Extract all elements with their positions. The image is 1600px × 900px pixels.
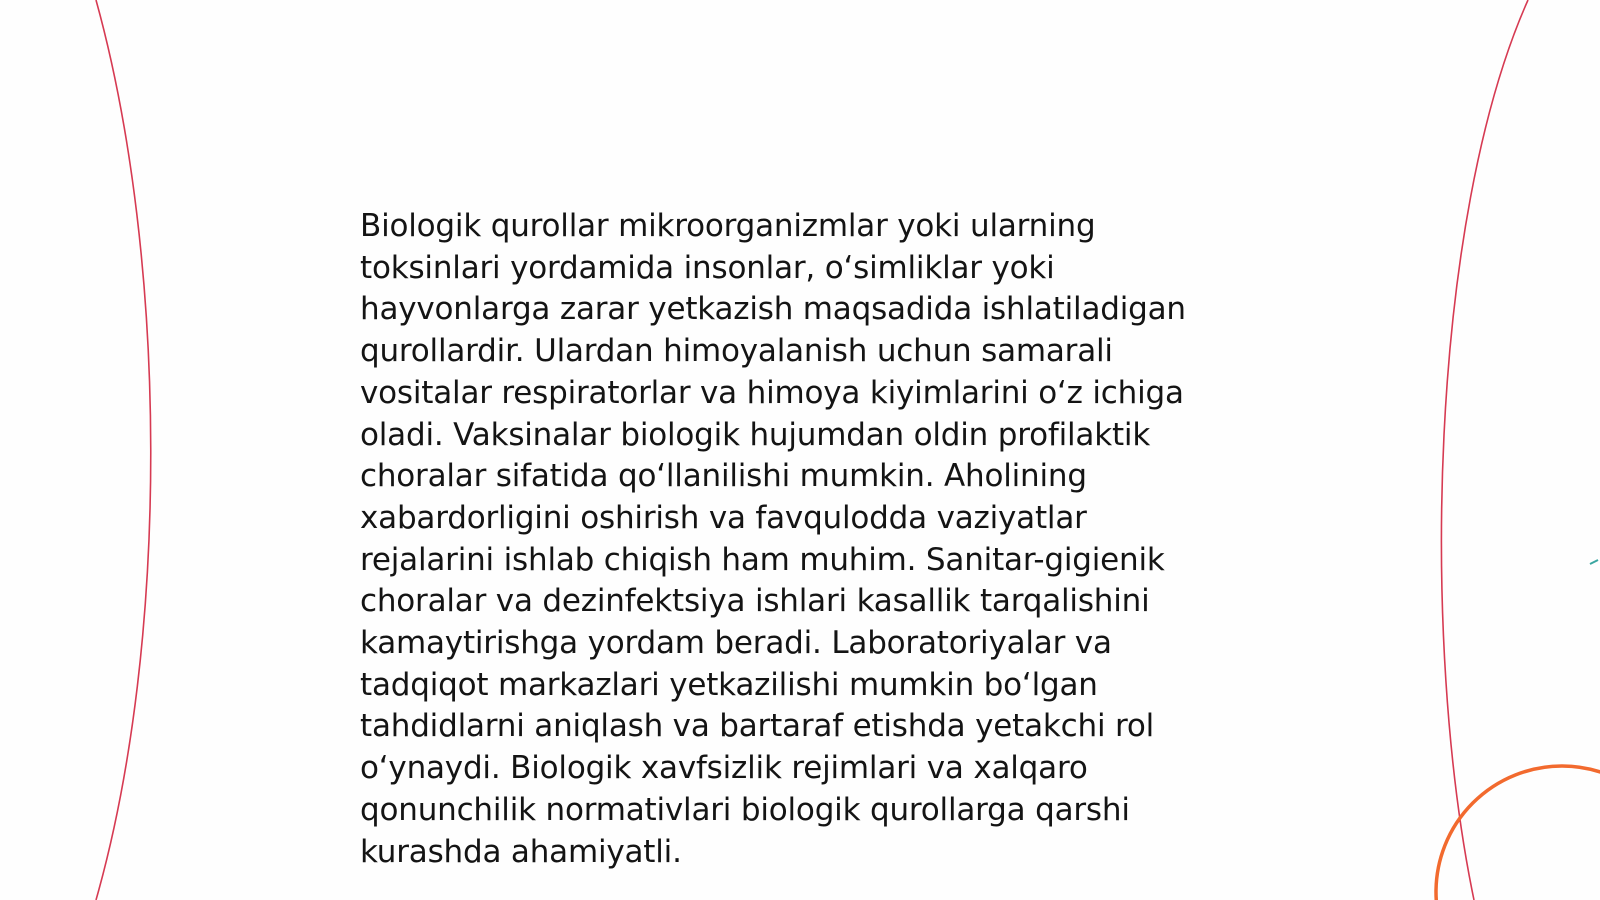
right-arc-decoration <box>1441 0 1528 900</box>
body-line: choralar va dezinfektsiya ishlari kasallik tarqalishini <box>360 583 1150 620</box>
body-line: oladi. Vaksinalar biologik hujumdan oldin profilaktik <box>360 416 1151 453</box>
body-line: toksinlari yordamida insonlar, o‘simliklar yoki <box>360 249 1055 286</box>
left-arc-decoration <box>96 0 151 900</box>
body-line: hayvonlarga zarar yetkazish maqsadida ishlatiladigan <box>360 291 1186 328</box>
body-line: o‘ynaydi. Biologik xavfsizlik rejimlari va xalqaro <box>360 750 1088 787</box>
body-line: qonunchilik normativlari biologik qurollarga qarshi <box>360 791 1130 828</box>
body-line: Biologik qurollar mikroorganizmlar yoki ularning <box>360 208 1096 244</box>
body-paragraph <box>360 206 1260 873</box>
body-line: rejalarini ishlab chiqish ham muhim. Sanitar-gigienik <box>360 541 1165 578</box>
corner-circle-decoration <box>1436 766 1600 900</box>
body-line: vositalar respiratorlar va himoya kiyimlarini o‘z ichiga <box>360 374 1184 411</box>
body-line: choralar sifatida qo‘llanilishi mumkin. Aholining <box>360 458 1087 495</box>
body-line: tadqiqot markazlari yetkazilishi mumkin bo‘lgan <box>360 666 1098 703</box>
body-line: kurashda ahamiyatli. <box>360 833 682 870</box>
body-line: tahdidlarni aniqlash va bartaraf etishda yetakchi rol <box>360 708 1155 745</box>
edge-mark-decoration <box>1590 560 1598 564</box>
body-line: qurollardir. Ulardan himoyalanish uchun samarali <box>360 333 1113 370</box>
body-line: kamaytirishga yordam beradi. Laboratoriyalar va <box>360 625 1112 662</box>
body-line: xabardorligini oshirish va favqulodda vaziyatlar <box>360 499 1087 536</box>
